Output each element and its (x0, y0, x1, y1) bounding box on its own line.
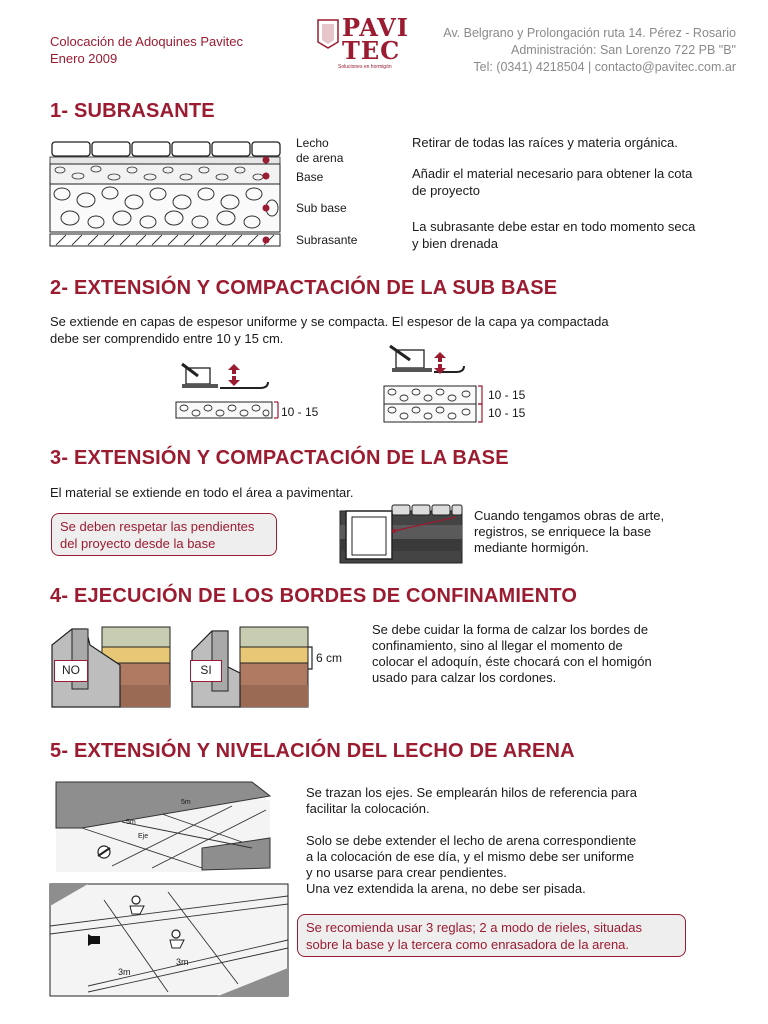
compactor-single-layer (172, 360, 282, 422)
fig1-label-5m-b: 5m (126, 819, 136, 826)
s4-paragraph-4: usado para calzar los cordones. (372, 670, 557, 685)
document-title: Colocación de Adoquines Pavitec (50, 34, 243, 49)
section-5-title: 5- EXTENSIÓN Y NIVELACIÓN DEL LECHO DE ARENA (50, 740, 575, 762)
axis-layout-diagram (52, 778, 274, 874)
section-4-title: 4- EJECUCIÓN DE LOS BORDES DE CONFINAMIENTO (50, 585, 578, 607)
s3-note-box (51, 513, 277, 556)
pavitec-logo (316, 12, 410, 72)
logo-text-tec: TEC (342, 36, 401, 65)
s1-paragraph-2b: de proyecto (412, 183, 480, 198)
document-date: Enero 2009 (50, 51, 118, 66)
fig2-label-3m-a: 3m (118, 967, 131, 977)
label-base: Base (296, 170, 324, 184)
contact-line: Tel: (0341) 4218504 | contacto@pavitec.com.ar (473, 60, 736, 74)
company-contact (443, 25, 736, 76)
logo-tagline: Soluciones en hormigón (338, 64, 392, 70)
s1-paragraph-3b: y bien drenada (412, 236, 499, 251)
s1-paragraph-1: Retirar de todas las raíces y materia orgánica. (412, 135, 678, 150)
section-1-title: 1- SUBRASANTE (50, 100, 215, 122)
s2-paragraph-1a: Se extiende en capas de espesor uniforme y se compacta. El espesor de la capa ya compactada (50, 314, 609, 329)
subrasante-layers-diagram (48, 138, 288, 250)
s5-paragraph-2a: Solo se debe extender el lecho de arena correspondiente (306, 833, 637, 848)
compactor-double-layer (380, 344, 484, 424)
s5-paragraph-2b: a la colocación de ese día, y el mismo debe ser uniforme (306, 849, 635, 864)
label-lecho: Lecho (296, 136, 329, 150)
s4-paragraph-1: Se debe cuidar la forma de calzar los bordes de (372, 622, 649, 637)
s2-dimension-3: 10 - 15 (488, 406, 526, 420)
s2-dimension-1: 10 - 15 (281, 405, 319, 419)
s2-dimension-2: 10 - 15 (488, 388, 526, 402)
s2-paragraph-1b: debe ser comprendido entre 10 y 15 cm. (50, 331, 284, 346)
document-subtitle (50, 33, 243, 67)
s3-side-line-3: mediante hormigón. (474, 540, 589, 555)
label-sub-base: Sub base (296, 201, 347, 215)
sand-screeding-diagram (48, 882, 290, 998)
s3-note-line-2: del proyecto desde la base (60, 536, 216, 551)
s5-paragraph-1b: facilitar la colocación. (306, 801, 430, 816)
s3-paragraph-1: El material se extiende en todo el área a pavimentar. (50, 485, 354, 500)
fig2-label-3m-b: 3m (176, 957, 189, 967)
s5-paragraph-2d: Una vez extendida la arena, no debe ser pisada. (306, 881, 586, 896)
admin-line: Administración: San Lorenzo 722 PB "B" (511, 43, 736, 57)
section-3-title: 3- EXTENSIÓN Y COMPACTACIÓN DE LA BASE (50, 447, 509, 469)
base-with-registry-diagram (336, 503, 466, 565)
s3-note-line-1: Se deben respetar las pendientes (60, 519, 255, 534)
label-subrasante: Subrasante (296, 233, 358, 247)
label-de-arena: de arena (296, 151, 344, 165)
s4-paragraph-2: confinamiento, sino al llegar el momento de (372, 638, 623, 653)
fig1-label-5m-a: 5m (181, 799, 191, 806)
fig1-label-eje: Eje (138, 833, 149, 840)
s3-side-line-2: registros, se enriquece la base (474, 524, 652, 539)
section-2-title: 2- EXTENSIÓN Y COMPACTACIÓN DE LA SUB BASE (50, 277, 558, 299)
tag-no: NO (54, 660, 88, 682)
s5-paragraph-1a: Se trazan los ejes. Se emplearán hilos de referencia para (306, 785, 637, 800)
s5-note-box (297, 914, 686, 957)
s5-note-line-1: Se recomienda usar 3 reglas; 2 a modo de rieles, situadas (306, 920, 643, 935)
s5-paragraph-2c: y no usarse para crear pendientes. (306, 865, 507, 880)
address-line: Av. Belgrano y Prolongación ruta 14. Pérez - Rosario (443, 26, 736, 40)
s5-note-line-2: sobre la base y la tercera como enrasadora de la arena. (306, 937, 630, 952)
s4-dimension-bracket (306, 645, 316, 671)
logo-text-pavi: PAVI (342, 13, 410, 42)
tag-si: SI (190, 660, 222, 682)
s4-paragraph-3: colocar el adoquín, éste chocará con el homigón (372, 654, 652, 669)
s3-side-line-1: Cuando tengamos obras de arte, (474, 508, 665, 523)
s4-dimension: 6 cm (316, 651, 343, 665)
s1-paragraph-2a: Añadir el material necesario para obtener la cota (412, 166, 693, 181)
s1-paragraph-3a: La subrasante debe estar en todo momento seca (412, 219, 696, 234)
